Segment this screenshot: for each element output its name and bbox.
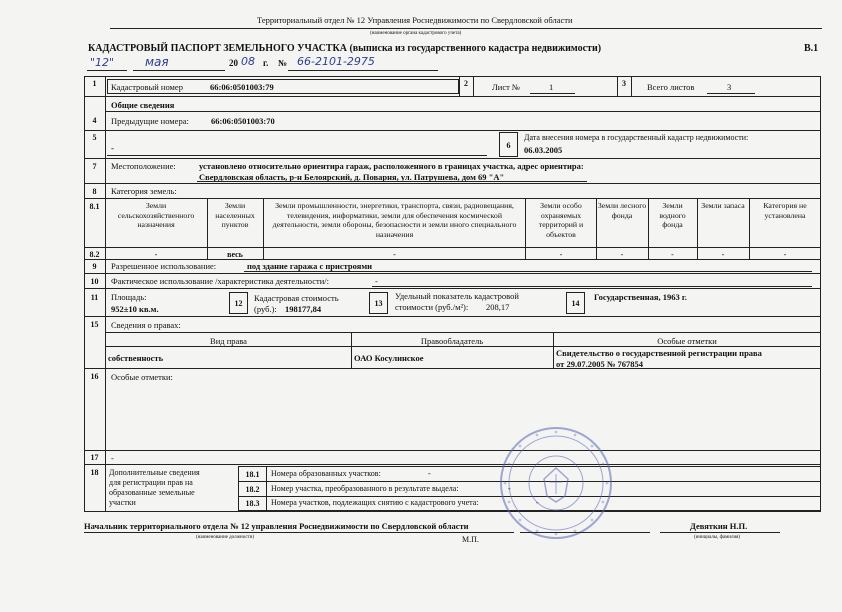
category-header: Земли населенных пунктов xyxy=(215,201,255,230)
row-number: 2 xyxy=(464,79,468,88)
org-title-underline xyxy=(110,28,822,29)
row5-value: - xyxy=(111,143,114,153)
removed-plots-label: Номера участков, подлежащих снятию с кадастрового учета: xyxy=(271,498,479,507)
specific-cost-label: Удельный показатель кадастровой xyxy=(395,291,519,301)
date-year-prefix: 20 xyxy=(229,58,238,68)
row-number: 15 xyxy=(90,320,99,329)
rights-label: Сведения о правах: xyxy=(111,320,181,330)
right-notes-line2: от 29.07.2005 № 767854 xyxy=(556,359,643,369)
cadastral-cost-unit: (руб.): xyxy=(254,304,277,314)
row-line xyxy=(84,158,821,159)
row-number: 1 xyxy=(92,79,97,88)
registration-date-value: 06.03.2005 xyxy=(524,145,563,155)
separated-plot-label: Номер участка, преобразованного в результате выдела: xyxy=(271,484,459,493)
row17-value: - xyxy=(111,453,114,463)
specific-cost-unit: стоимости (руб./м²): xyxy=(395,302,469,312)
row-number: 18 xyxy=(90,468,99,477)
row-number: 17 xyxy=(90,453,99,462)
row-line xyxy=(84,198,821,199)
formed-plots-value: - xyxy=(428,469,431,478)
right-holder-value: ОАО Косулинское xyxy=(354,353,424,363)
row-line xyxy=(84,96,821,97)
date-day: "12" xyxy=(90,56,115,69)
org-caption: (наименование органа кадастрового учета) xyxy=(370,31,462,36)
previous-numbers-label: Предыдущие номера: xyxy=(111,116,189,126)
registration-date-label: Дата внесения номера в государственный кадастр недвижимости: xyxy=(524,133,749,142)
row18-divider xyxy=(266,466,267,510)
right-type-value: собственность xyxy=(108,353,164,363)
row-line xyxy=(84,288,821,289)
category-value: весь xyxy=(227,250,243,259)
category-divider xyxy=(263,198,264,259)
category-header: Земли лесного фонда xyxy=(597,201,647,220)
area-label: Площадь: xyxy=(111,292,147,302)
category-header: Земли сельскохозяйственного назначения xyxy=(117,201,195,230)
category-value: - xyxy=(671,250,674,259)
doc-title: КАДАСТРОВЫЙ ПАСПОРТ ЗЕМЕЛЬНОГО УЧАСТКА (выписка из государственного кадастра недвижимости) xyxy=(88,43,602,54)
row-line xyxy=(84,273,821,274)
category-header: Земли особо охраняемых территорий и объектов xyxy=(538,201,584,240)
row-line xyxy=(84,247,821,248)
position-caption: (наименование должности) xyxy=(196,535,255,540)
land-category-label: Категория земель: xyxy=(111,186,177,196)
sheet-value: 1 xyxy=(549,82,554,92)
area-value: 952±10 кв.м. xyxy=(111,304,159,314)
right-type-header: Вид права xyxy=(210,336,247,346)
doc-number-line xyxy=(288,70,438,71)
date-month: мая xyxy=(145,55,169,69)
row-number: 12 xyxy=(234,299,243,308)
row-number: 10 xyxy=(90,277,99,286)
right-holder-header: Правообладатель xyxy=(420,336,484,346)
permitted-use-line xyxy=(244,271,812,272)
location-underline xyxy=(197,181,587,182)
location-label: Местоположение: xyxy=(111,161,176,171)
additional-info-label: участки xyxy=(109,498,136,507)
row-number: 9 xyxy=(92,262,97,271)
ownership-value: Государственная, 1963 г. xyxy=(594,292,687,302)
row-line xyxy=(84,183,821,184)
category-value: - xyxy=(620,250,624,259)
sheet-label: Лист № xyxy=(492,82,521,92)
category-value: - xyxy=(393,250,396,259)
total-label: Всего листов xyxy=(647,82,695,92)
cadastral-cost-value: 198177,84 xyxy=(285,304,322,314)
position-underline xyxy=(84,532,514,533)
category-header: Земли промышленности, энергетики, транспорта, связи, радиовещания, телевидения, информатики, земли для обеспечения космической деятельности, земли обороны, безопасности и земли иного специального назначения xyxy=(272,201,517,240)
row-number: 13 xyxy=(374,299,383,308)
additional-info-label: Дополнительные сведения xyxy=(109,468,200,477)
row-number: 6 xyxy=(506,141,511,150)
permitted-use-label: Разрешенное использование: xyxy=(111,261,217,271)
row-line xyxy=(84,368,821,369)
form-code: В.1 xyxy=(804,43,819,54)
row-line xyxy=(84,464,821,465)
row-number: 11 xyxy=(90,293,99,302)
org-title: Территориальный отдел № 12 Управления Роснедвижимости по Свердловской области xyxy=(257,15,573,25)
location-line1: установлено относительно ориентира гараж, расположенного в границах участка, адрес ориентира: xyxy=(199,161,584,171)
row-line xyxy=(84,316,821,317)
category-header: Земли водного фонда xyxy=(659,201,686,230)
number-sign: № xyxy=(278,58,288,68)
additional-info-label: образованные земельные xyxy=(109,488,195,497)
row-number: 8 xyxy=(92,187,97,196)
location-line2: Свердловская область, р-н Белоярский, д. Поварня, ул. Патрушева, дом 69 "А" xyxy=(199,172,505,182)
rights-header-top xyxy=(105,332,821,333)
row18-subnumber: 18.3 xyxy=(245,499,260,508)
category-divider xyxy=(525,198,526,259)
row18-subnumber: 18.1 xyxy=(245,470,260,479)
row-line xyxy=(84,450,821,451)
row-number: 8.1 xyxy=(89,202,100,211)
row5-value-line xyxy=(107,155,487,156)
actual-use-line xyxy=(372,286,812,287)
previous-numbers-value: 66:06:0501003:70 xyxy=(211,116,275,126)
actual-use-value: - xyxy=(375,276,378,286)
removed-plots-value: - xyxy=(536,498,539,507)
sheet-value-line xyxy=(530,93,575,94)
date-year-g: г. xyxy=(263,58,269,68)
right-notes-line1: Свидетельство о государственной регистрации права xyxy=(556,348,762,358)
row-number: 14 xyxy=(571,299,580,308)
general-info-heading: Общие сведения xyxy=(111,100,175,110)
category-header: Земли запаса xyxy=(701,201,745,210)
formed-plots-label: Номера образованных участков: xyxy=(271,469,381,478)
actual-use-label: Фактическое использование /характеристика деятельности/: xyxy=(111,276,330,286)
cadastral-label: Кадастровый номер xyxy=(111,82,183,92)
signature-line xyxy=(520,532,650,533)
cadastral-value: 66:06:0501003:79 xyxy=(210,82,274,92)
cadastral-cost-label: Кадастровая стоимость xyxy=(254,293,339,303)
row-number: 4 xyxy=(92,116,97,125)
additional-info-label: для регистрации прав на xyxy=(109,478,193,487)
permitted-use-value: под здание гаража с пристроями xyxy=(247,261,373,271)
name-caption: (инициалы, фамилия) xyxy=(694,535,741,540)
row-number: 5 xyxy=(92,133,97,142)
row-number: 8.2 xyxy=(89,250,100,259)
row-divider xyxy=(473,76,474,96)
official-position: Начальник территориального отдела № 12 управления Роснедвижимости по Свердловской области xyxy=(84,521,469,531)
total-value: 3 xyxy=(727,82,732,92)
category-header: Категория не установлена xyxy=(763,201,807,220)
name-underline xyxy=(660,532,780,533)
row-divider xyxy=(631,76,632,96)
official-seal xyxy=(497,424,615,542)
row-number: 16 xyxy=(90,372,99,381)
official-name: Девяткин Н.П. xyxy=(690,521,748,531)
total-value-line xyxy=(707,93,755,94)
right-notes-header: Особые отметки xyxy=(657,336,717,346)
date-year-suffix: 08 xyxy=(241,55,255,68)
row-number: 7 xyxy=(92,162,97,171)
category-value: - xyxy=(559,250,563,259)
row18-subnumber: 18.2 xyxy=(245,485,260,494)
seal-place-mark: М.П. xyxy=(462,535,479,544)
specific-cost-value: 208,17 xyxy=(486,302,510,312)
category-value: - xyxy=(783,250,787,259)
category-value: - xyxy=(721,250,725,259)
row-line xyxy=(105,111,821,112)
separated-plot-value: - xyxy=(508,484,511,493)
row-line xyxy=(84,130,821,131)
doc-number: 66-2101-2975 xyxy=(297,55,375,68)
row-number: 3 xyxy=(622,79,626,88)
number-column-divider xyxy=(105,76,106,512)
category-value: - xyxy=(154,250,158,259)
date-month-line xyxy=(133,70,225,71)
date-day-line xyxy=(87,70,127,71)
special-notes-label: Особые отметки: xyxy=(111,372,173,382)
